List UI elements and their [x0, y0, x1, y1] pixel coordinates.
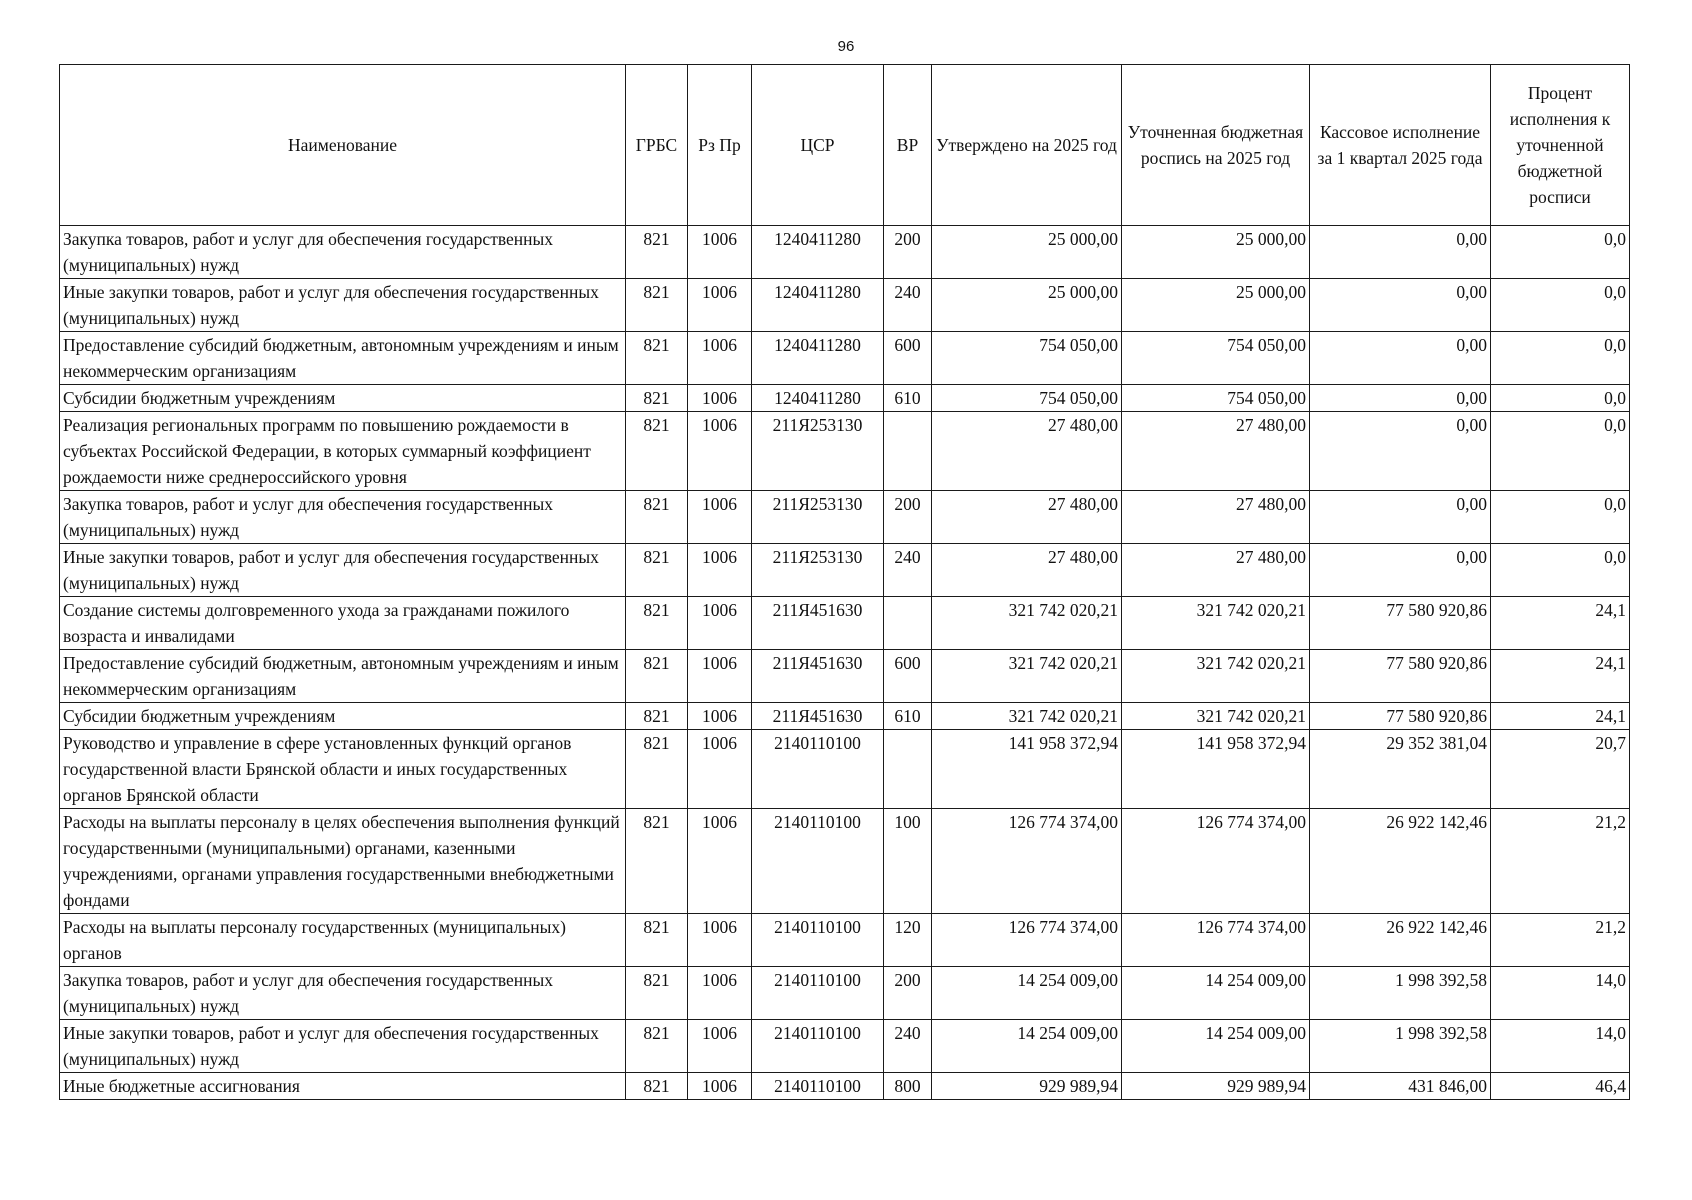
cell-csr: 2140110100 [752, 730, 884, 809]
table-row [60, 650, 1630, 703]
header-refined: Уточненная бюджетная роспись на 2025 год [1122, 65, 1310, 226]
cell-grbs: 821 [626, 226, 688, 279]
cell-cash: 77 580 920,86 [1310, 703, 1491, 730]
cell-name: Реализация региональных программ по повышению рождаемости в субъектах Российской Федерации, в которых суммарный коэффициент рождаемости ниже среднероссийского уровня [60, 412, 626, 491]
cell-rzpr: 1006 [688, 730, 752, 809]
cell-grbs: 821 [626, 703, 688, 730]
cell-name: Предоставление субсидий бюджетным, автономным учреждениям и иным некоммерческим организациям [60, 332, 626, 385]
header-approved: Утверждено на 2025 год [932, 65, 1122, 226]
cell-csr: 1240411280 [752, 279, 884, 332]
cell-vr [884, 730, 932, 809]
cell-rzpr: 1006 [688, 1020, 752, 1073]
cell-percent: 0,0 [1491, 491, 1630, 544]
cell-vr: 800 [884, 1073, 932, 1100]
header-cash: Кассовое исполнение за 1 квартал 2025 года [1310, 65, 1491, 226]
cell-cash: 0,00 [1310, 544, 1491, 597]
table-row [60, 914, 1630, 967]
cell-csr: 211Я451630 [752, 597, 884, 650]
cell-grbs: 821 [626, 385, 688, 412]
cell-name: Закупка товаров, работ и услуг для обеспечения государственных (муниципальных) нужд [60, 967, 626, 1020]
cell-csr: 2140110100 [752, 1020, 884, 1073]
cell-csr: 1240411280 [752, 385, 884, 412]
cell-refined: 25 000,00 [1122, 226, 1310, 279]
cell-grbs: 821 [626, 914, 688, 967]
cell-vr: 240 [884, 1020, 932, 1073]
cell-vr [884, 597, 932, 650]
cell-csr: 211Я253130 [752, 412, 884, 491]
cell-rzpr: 1006 [688, 412, 752, 491]
cell-percent: 0,0 [1491, 226, 1630, 279]
cell-approved: 27 480,00 [932, 491, 1122, 544]
cell-refined: 126 774 374,00 [1122, 914, 1310, 967]
cell-refined: 14 254 009,00 [1122, 967, 1310, 1020]
cell-vr: 100 [884, 809, 932, 914]
cell-grbs: 821 [626, 650, 688, 703]
cell-approved: 321 742 020,21 [932, 703, 1122, 730]
cell-approved: 754 050,00 [932, 332, 1122, 385]
cell-cash: 0,00 [1310, 385, 1491, 412]
cell-percent: 14,0 [1491, 1020, 1630, 1073]
cell-percent: 0,0 [1491, 279, 1630, 332]
cell-approved: 321 742 020,21 [932, 597, 1122, 650]
table-row [60, 703, 1630, 730]
cell-grbs: 821 [626, 491, 688, 544]
header-grbs: ГРБС [626, 65, 688, 226]
table-row [60, 1073, 1630, 1100]
cell-csr: 2140110100 [752, 1073, 884, 1100]
cell-vr: 600 [884, 650, 932, 703]
cell-rzpr: 1006 [688, 1073, 752, 1100]
cell-rzpr: 1006 [688, 914, 752, 967]
table-row [60, 332, 1630, 385]
cell-approved: 14 254 009,00 [932, 1020, 1122, 1073]
cell-grbs: 821 [626, 544, 688, 597]
cell-percent: 24,1 [1491, 597, 1630, 650]
cell-percent: 0,0 [1491, 412, 1630, 491]
table-row [60, 279, 1630, 332]
header-name: Наименование [60, 65, 626, 226]
cell-refined: 126 774 374,00 [1122, 809, 1310, 914]
cell-percent: 46,4 [1491, 1073, 1630, 1100]
cell-name: Субсидии бюджетным учреждениям [60, 385, 626, 412]
cell-cash: 0,00 [1310, 279, 1491, 332]
cell-refined: 27 480,00 [1122, 491, 1310, 544]
cell-cash: 77 580 920,86 [1310, 650, 1491, 703]
cell-approved: 25 000,00 [932, 226, 1122, 279]
cell-grbs: 821 [626, 597, 688, 650]
cell-refined: 754 050,00 [1122, 385, 1310, 412]
cell-approved: 27 480,00 [932, 412, 1122, 491]
cell-rzpr: 1006 [688, 650, 752, 703]
cell-cash: 77 580 920,86 [1310, 597, 1491, 650]
cell-approved: 126 774 374,00 [932, 914, 1122, 967]
table-row [60, 412, 1630, 491]
header-rzpr: Рз Пр [688, 65, 752, 226]
cell-rzpr: 1006 [688, 597, 752, 650]
cell-grbs: 821 [626, 279, 688, 332]
table-row [60, 491, 1630, 544]
cell-name: Закупка товаров, работ и услуг для обеспечения государственных (муниципальных) нужд [60, 226, 626, 279]
cell-csr: 211Я253130 [752, 544, 884, 597]
cell-refined: 321 742 020,21 [1122, 650, 1310, 703]
cell-approved: 321 742 020,21 [932, 650, 1122, 703]
cell-refined: 141 958 372,94 [1122, 730, 1310, 809]
cell-name: Расходы на выплаты персоналу государственных (муниципальных) органов [60, 914, 626, 967]
cell-cash: 431 846,00 [1310, 1073, 1491, 1100]
table-body [60, 226, 1630, 1100]
cell-rzpr: 1006 [688, 279, 752, 332]
cell-vr: 200 [884, 491, 932, 544]
cell-percent: 0,0 [1491, 332, 1630, 385]
cell-percent: 0,0 [1491, 385, 1630, 412]
table-row [60, 730, 1630, 809]
cell-refined: 321 742 020,21 [1122, 703, 1310, 730]
cell-name: Расходы на выплаты персоналу в целях обеспечения выполнения функций государственными (муниципальными) органами, казенными учреждениями, органами управления государственными внебюджетными фондами [60, 809, 626, 914]
cell-percent: 0,0 [1491, 544, 1630, 597]
cell-csr: 1240411280 [752, 332, 884, 385]
header-csr: ЦСР [752, 65, 884, 226]
cell-vr: 610 [884, 703, 932, 730]
cell-name: Иные закупки товаров, работ и услуг для обеспечения государственных (муниципальных) нужд [60, 544, 626, 597]
cell-grbs: 821 [626, 730, 688, 809]
cell-rzpr: 1006 [688, 226, 752, 279]
cell-percent: 20,7 [1491, 730, 1630, 809]
cell-csr: 2140110100 [752, 914, 884, 967]
table-header-row [60, 65, 1630, 226]
cell-vr [884, 412, 932, 491]
cell-rzpr: 1006 [688, 809, 752, 914]
cell-grbs: 821 [626, 412, 688, 491]
cell-vr: 600 [884, 332, 932, 385]
cell-name: Предоставление субсидий бюджетным, автономным учреждениям и иным некоммерческим организациям [60, 650, 626, 703]
table-row [60, 809, 1630, 914]
cell-name: Субсидии бюджетным учреждениям [60, 703, 626, 730]
cell-approved: 27 480,00 [932, 544, 1122, 597]
cell-refined: 14 254 009,00 [1122, 1020, 1310, 1073]
cell-csr: 211Я451630 [752, 650, 884, 703]
cell-approved: 14 254 009,00 [932, 967, 1122, 1020]
cell-refined: 929 989,94 [1122, 1073, 1310, 1100]
cell-approved: 126 774 374,00 [932, 809, 1122, 914]
table-row [60, 544, 1630, 597]
cell-approved: 929 989,94 [932, 1073, 1122, 1100]
cell-vr: 240 [884, 279, 932, 332]
cell-percent: 21,2 [1491, 809, 1630, 914]
cell-vr: 200 [884, 226, 932, 279]
cell-rzpr: 1006 [688, 332, 752, 385]
cell-percent: 14,0 [1491, 967, 1630, 1020]
cell-cash: 0,00 [1310, 332, 1491, 385]
cell-csr: 2140110100 [752, 967, 884, 1020]
table-row [60, 967, 1630, 1020]
header-vr: ВР [884, 65, 932, 226]
cell-grbs: 821 [626, 1073, 688, 1100]
cell-refined: 27 480,00 [1122, 412, 1310, 491]
cell-refined: 321 742 020,21 [1122, 597, 1310, 650]
cell-grbs: 821 [626, 1020, 688, 1073]
table-row [60, 1020, 1630, 1073]
cell-vr: 610 [884, 385, 932, 412]
cell-csr: 2140110100 [752, 809, 884, 914]
cell-name: Закупка товаров, работ и услуг для обеспечения государственных (муниципальных) нужд [60, 491, 626, 544]
cell-name: Иные закупки товаров, работ и услуг для обеспечения государственных (муниципальных) нужд [60, 279, 626, 332]
cell-percent: 21,2 [1491, 914, 1630, 967]
cell-cash: 26 922 142,46 [1310, 809, 1491, 914]
cell-grbs: 821 [626, 967, 688, 1020]
header-percent: Процент исполнения к уточненной бюджетной росписи [1491, 65, 1630, 226]
cell-cash: 1 998 392,58 [1310, 967, 1491, 1020]
cell-percent: 24,1 [1491, 650, 1630, 703]
cell-cash: 0,00 [1310, 226, 1491, 279]
cell-refined: 754 050,00 [1122, 332, 1310, 385]
cell-approved: 141 958 372,94 [932, 730, 1122, 809]
cell-cash: 0,00 [1310, 412, 1491, 491]
cell-name: Иные бюджетные ассигнования [60, 1073, 626, 1100]
cell-refined: 25 000,00 [1122, 279, 1310, 332]
cell-rzpr: 1006 [688, 967, 752, 1020]
cell-name: Иные закупки товаров, работ и услуг для обеспечения государственных (муниципальных) нужд [60, 1020, 626, 1073]
cell-refined: 27 480,00 [1122, 544, 1310, 597]
cell-cash: 29 352 381,04 [1310, 730, 1491, 809]
cell-vr: 120 [884, 914, 932, 967]
cell-rzpr: 1006 [688, 385, 752, 412]
cell-cash: 0,00 [1310, 491, 1491, 544]
cell-cash: 26 922 142,46 [1310, 914, 1491, 967]
cell-approved: 25 000,00 [932, 279, 1122, 332]
cell-rzpr: 1006 [688, 491, 752, 544]
budget-table [59, 64, 1630, 1100]
cell-csr: 211Я253130 [752, 491, 884, 544]
cell-percent: 24,1 [1491, 703, 1630, 730]
cell-rzpr: 1006 [688, 544, 752, 597]
cell-name: Создание системы долговременного ухода за гражданами пожилого возраста и инвалидами [60, 597, 626, 650]
cell-csr: 211Я451630 [752, 703, 884, 730]
cell-csr: 1240411280 [752, 226, 884, 279]
cell-vr: 200 [884, 967, 932, 1020]
table-row [60, 385, 1630, 412]
cell-rzpr: 1006 [688, 703, 752, 730]
page-number: 96 [837, 38, 855, 55]
cell-cash: 1 998 392,58 [1310, 1020, 1491, 1073]
cell-grbs: 821 [626, 332, 688, 385]
cell-grbs: 821 [626, 809, 688, 914]
cell-vr: 240 [884, 544, 932, 597]
table-row [60, 226, 1630, 279]
cell-approved: 754 050,00 [932, 385, 1122, 412]
table-row [60, 597, 1630, 650]
cell-name: Руководство и управление в сфере установленных функций органов государственной власти Брянской области и иных государственных органов Брянской области [60, 730, 626, 809]
